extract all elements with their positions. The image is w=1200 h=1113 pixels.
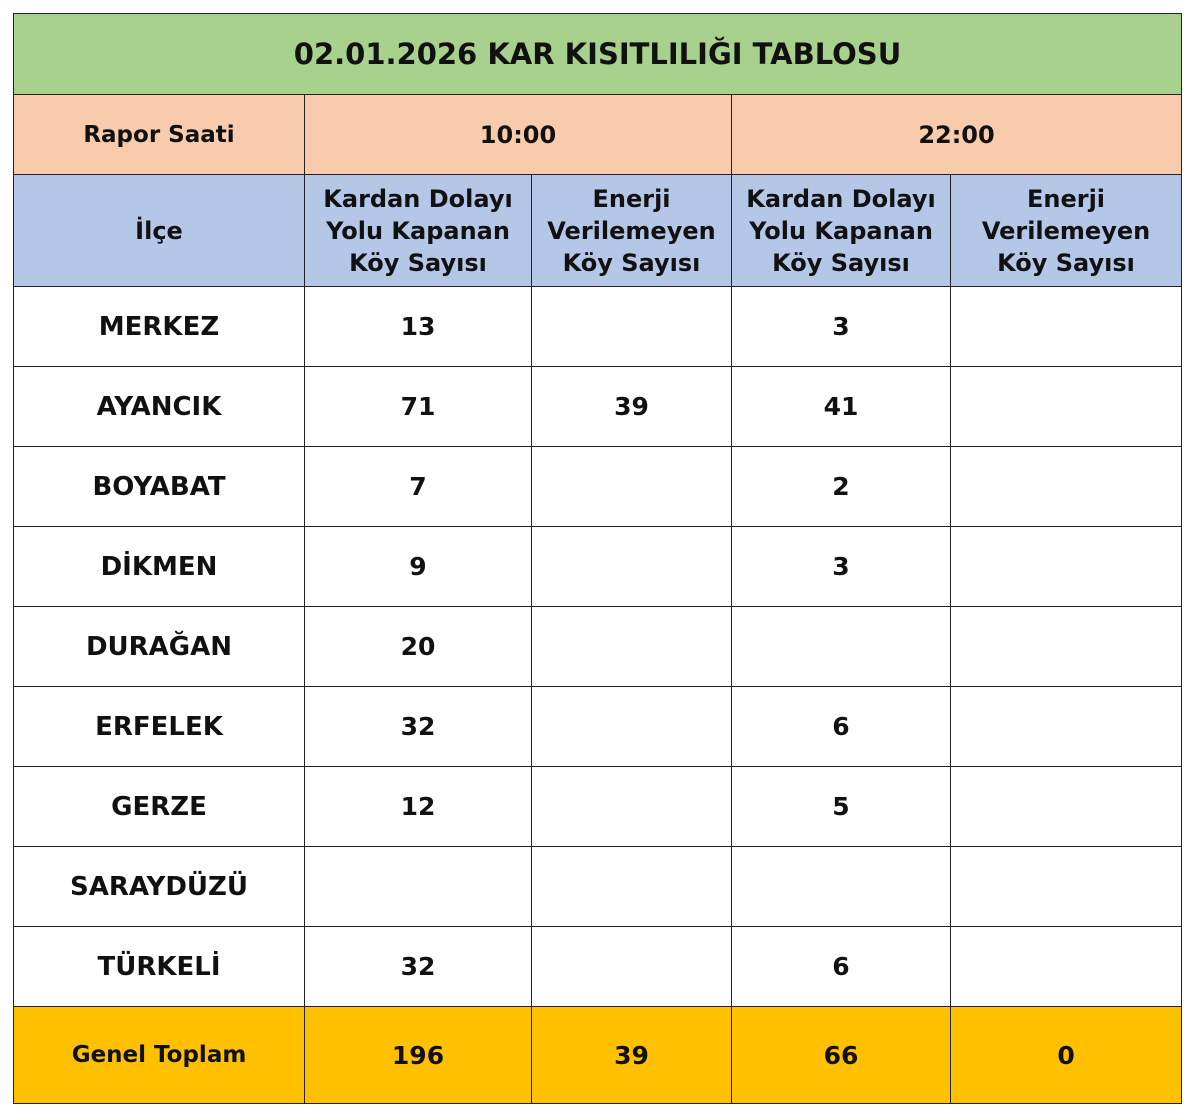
report-time-label: Rapor Saati [14,95,305,175]
closed-roads-2200 [732,847,951,927]
no-power-1000 [532,927,732,1007]
no-power-2200 [951,287,1182,367]
title-row [14,14,1182,95]
report-time-row [14,95,1182,175]
district-name: ERFELEK [14,687,305,767]
closed-roads-2200: 5 [732,767,951,847]
no-power-1000 [532,287,732,367]
header-line: Köy Sayısı [562,248,701,277]
no-power-1000 [532,527,732,607]
no-power-header-2 [951,175,1182,287]
closed-roads-1000: 13 [305,287,532,367]
closed-roads-1000: 20 [305,607,532,687]
header-line: Verilemeyen [981,216,1151,245]
no-power-2200 [951,687,1182,767]
total-no-power-1000: 39 [532,1007,732,1104]
district-name: MERKEZ [14,287,305,367]
table-row [14,367,1182,447]
header-line: Kardan Dolayı [323,184,513,213]
header-line: Köy Sayısı [349,248,487,277]
no-power-2200 [951,927,1182,1007]
header-line: Enerji [1026,184,1106,213]
no-power-2200 [951,527,1182,607]
closed-roads-2200: 6 [732,687,951,767]
column-header-row [14,175,1182,287]
closed-roads-2200: 2 [732,447,951,527]
closed-roads-2200: 6 [732,927,951,1007]
no-power-1000 [532,767,732,847]
closed-roads-1000: 9 [305,527,532,607]
table-row [14,847,1182,927]
no-power-1000 [532,687,732,767]
district-name: SARAYDÜZÜ [14,847,305,927]
closed-roads-2200: 3 [732,287,951,367]
no-power-2200 [951,607,1182,687]
district-name: AYANCIK [14,367,305,447]
closed-roads-1000: 32 [305,927,532,1007]
no-power-2200 [951,367,1182,447]
no-power-1000 [532,447,732,527]
table-row [14,767,1182,847]
closed-roads-2200: 41 [732,367,951,447]
table-row [14,447,1182,527]
no-power-1000 [532,607,732,687]
table-row [14,287,1182,367]
grand-total-row [14,1007,1182,1104]
closed-roads-2200: 3 [732,527,951,607]
closed-roads-2200 [732,607,951,687]
district-name: GERZE [14,767,305,847]
report-time-2: 22:00 [732,95,1182,175]
district-header: İlçe [14,175,305,287]
snow-restriction-table [13,13,1182,1104]
no-power-header-1 [532,175,732,287]
closed-roads-header-1 [305,175,532,287]
header-line: Yolu Kapanan [749,216,933,245]
table-row [14,687,1182,767]
district-name: TÜRKELİ [14,927,305,1007]
total-closed-roads-2200: 66 [732,1007,951,1104]
closed-roads-header-2 [732,175,951,287]
no-power-1000 [532,847,732,927]
district-name: BOYABAT [14,447,305,527]
no-power-1000: 39 [532,367,732,447]
header-line: Verilemeyen [547,216,716,245]
header-line: Kardan Dolayı [746,184,936,213]
table-row [14,527,1182,607]
closed-roads-1000: 12 [305,767,532,847]
closed-roads-1000: 71 [305,367,532,447]
no-power-2200 [951,847,1182,927]
header-line: Yolu Kapanan [326,216,510,245]
district-name: DURAĞAN [14,607,305,687]
closed-roads-1000: 7 [305,447,532,527]
grand-total-label: Genel Toplam [14,1007,305,1104]
header-line: Köy Sayısı [772,248,910,277]
total-closed-roads-1000: 196 [305,1007,532,1104]
total-no-power-2200: 0 [951,1007,1182,1104]
district-name: DİKMEN [14,527,305,607]
closed-roads-1000 [305,847,532,927]
table-row [14,927,1182,1007]
table-row [14,607,1182,687]
table-title: 02.01.2026 KAR KISITLILIĞI TABLOSU [14,14,1182,95]
closed-roads-1000: 32 [305,687,532,767]
no-power-2200 [951,447,1182,527]
no-power-2200 [951,767,1182,847]
report-time-1: 10:00 [305,95,732,175]
header-line: Köy Sayısı [997,248,1135,277]
header-line: Enerji [592,184,671,213]
